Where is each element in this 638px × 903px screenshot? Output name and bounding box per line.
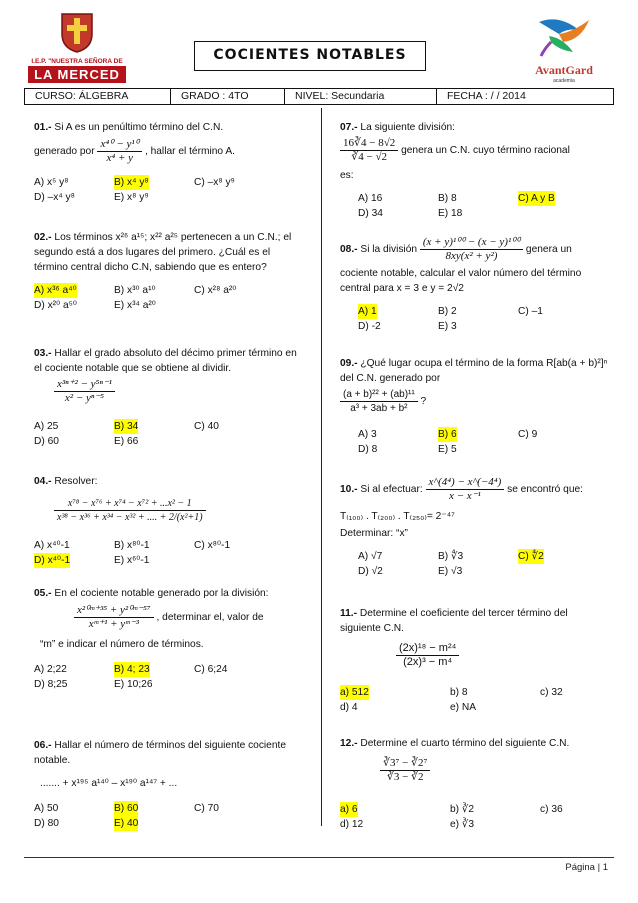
page-title: COCIENTES NOTABLES [194, 41, 426, 71]
date-cell: FECHA : / / 2014 [447, 90, 526, 102]
q7-opt-c[interactable]: C) A y B [518, 193, 555, 204]
q11-frac-den: (2x)³ − m⁴ [403, 656, 453, 668]
q6-opt-c[interactable]: C) 70 [194, 803, 219, 814]
q9-opt-d[interactable]: D) 8 [358, 444, 378, 455]
q9-opt-a[interactable]: A) 3 [358, 429, 377, 440]
q7-opt-b[interactable]: B) 8 [438, 193, 457, 204]
q8-number: 08.- [340, 244, 358, 256]
question-8 [340, 236, 608, 334]
q12-frac-den: ∛3 − ∛2 [386, 771, 424, 783]
q5-options [34, 662, 304, 692]
grade-cell: GRADO : 4TO [171, 89, 285, 104]
q6-opt-d[interactable]: D) 80 [34, 818, 59, 829]
q8-frac-den: 8xy(x² + y²) [445, 250, 498, 262]
q9-frac-num: (a + b)²² + (ab)¹¹ [340, 388, 418, 402]
q8-text-b: genera un [525, 244, 572, 256]
q4-number: 04.- [34, 476, 52, 487]
q3-opt-b[interactable]: B) 34 [114, 421, 139, 432]
q3-frac-den: x² − yⁿ⁻⁵ [64, 392, 105, 404]
q3-opt-a[interactable]: A) 25 [34, 421, 59, 432]
q4-text: Resolver: [54, 476, 98, 487]
q12-opt-a[interactable]: a) 6 [340, 804, 358, 815]
q7-options [340, 191, 608, 221]
question-6 [34, 738, 304, 831]
brand-name: AvantGard [535, 63, 593, 77]
question-2 [34, 230, 304, 313]
q2-opt-b[interactable]: B) x³⁰ a¹⁰ [114, 285, 156, 296]
q5-opt-e[interactable]: E) 10;26 [114, 679, 153, 690]
q9-opt-c[interactable]: C) 9 [518, 429, 538, 440]
q10-opt-e[interactable]: E) √3 [438, 566, 463, 577]
school-line: I.E.P. "NUESTRA SEÑORA DE [31, 58, 123, 65]
brand-logo [508, 12, 620, 88]
q4-opt-d[interactable]: D) x⁴⁰-1 [34, 555, 71, 566]
q12-opt-c[interactable]: c) 36 [540, 804, 563, 815]
question-7 [340, 120, 608, 221]
q8-opt-b[interactable]: B) 2 [438, 306, 457, 317]
q6-opt-e[interactable]: E) 40 [114, 818, 139, 829]
q7-frac-num: 16∛4 − 8√2 [340, 137, 398, 151]
q2-opt-d[interactable]: D) x²⁰ a⁵⁰ [34, 300, 77, 311]
question-9 [340, 356, 608, 457]
footer-divider [24, 857, 614, 858]
course-cell: CURSO: ÁLGEBRA [25, 89, 171, 104]
q1-text-b: generado por [34, 146, 95, 158]
q11-opt-d[interactable]: d) 4 [340, 702, 358, 713]
q3-opt-e[interactable]: E) 66 [114, 436, 139, 447]
q4-opt-e[interactable]: E) x⁶⁰-1 [114, 555, 150, 566]
q9-opt-b[interactable]: B) 6 [438, 429, 457, 440]
q10-number: 10.- [340, 484, 358, 496]
q8-opt-a[interactable]: A) 1 [358, 306, 377, 317]
q5-fraction [74, 604, 154, 631]
q1-fraction [97, 138, 142, 165]
brand-sub: academia [553, 78, 575, 84]
q8-opt-d[interactable]: D) -2 [358, 321, 381, 332]
q10-text-d: Determinar: “x” [340, 528, 408, 539]
q8-fraction [420, 236, 523, 263]
q10-text-b: se encontró que: [507, 484, 583, 496]
question-10 [340, 476, 608, 579]
q7-opt-e[interactable]: E) 18 [438, 208, 463, 219]
column-divider [321, 108, 322, 826]
q1-frac-num: x⁴⁰ − y¹⁰ [97, 138, 142, 152]
q10-opt-a[interactable]: A) √7 [358, 551, 383, 562]
q12-opt-e[interactable]: e) ∛3 [450, 819, 475, 830]
q7-number: 07.- [340, 122, 358, 133]
q8-frac-num: (x + y)¹⁰⁰ − (x − y)¹⁰⁰ [420, 236, 523, 250]
q7-fraction [340, 137, 398, 164]
q9-opt-e[interactable]: E) 5 [438, 444, 457, 455]
q11-frac-num: (2x)¹⁸ − m²⁴ [396, 642, 459, 656]
q9-fraction [340, 388, 418, 415]
q11-options [340, 685, 608, 715]
q5-opt-b[interactable]: B) 4; 23 [114, 664, 150, 675]
q1-number: 01.- [34, 122, 52, 133]
q10-text: Si al efectuar: [360, 484, 423, 496]
q2-number: 02.- [34, 232, 52, 243]
q5-opt-c[interactable]: C) 6;24 [194, 664, 228, 675]
q1-opt-e[interactable]: E) x⁸ y⁹ [114, 192, 149, 203]
q4-fraction [54, 497, 206, 524]
q1-options [34, 175, 304, 205]
q3-text: Hallar el grado absoluto del décimo primer término en el cociente notable que se obtiene al dividir. [34, 348, 297, 374]
page-number: Página | 1 [565, 862, 608, 873]
q8-options [340, 304, 608, 334]
q3-opt-d[interactable]: D) 60 [34, 436, 59, 447]
q5-number: 05.- [34, 588, 52, 599]
q9-options [340, 427, 608, 457]
q2-opt-a[interactable]: A) x³⁶ a⁴⁰ [34, 285, 77, 296]
q2-text: Los términos x²⁶ a¹⁵; x²² a²⁵ pertenecen a un C.N.; el segundo está a dos lugares del primero. ¿Cuál es el término central dicho C.N, sabiendo que es entero? [34, 232, 292, 273]
q3-options [34, 419, 304, 449]
question-3 [34, 346, 304, 449]
info-bar [24, 88, 614, 105]
q2-options [34, 283, 304, 313]
q5-text-b: , determinar el, valor de [156, 612, 264, 624]
q11-number: 11.- [340, 608, 357, 619]
q11-fraction [396, 642, 459, 669]
crest-icon [58, 10, 96, 54]
q1-opt-d[interactable]: D) –x⁴ y⁸ [34, 192, 75, 203]
q3-number: 03.- [34, 348, 52, 359]
q12-opt-d[interactable]: d) 12 [340, 819, 364, 830]
q8-text-c: cociente notable, calcular el valor número del término central para x = 3 e y = 2√2 [340, 268, 582, 294]
q1-opt-b[interactable]: B) x⁴ y⁸ [114, 177, 149, 188]
q10-frac-den: x − x⁻¹ [449, 490, 481, 502]
q10-frac-num: x^(4⁴) − x^(−4⁴) [426, 476, 505, 490]
q10-options [340, 549, 608, 579]
q6-opt-a[interactable]: A) 50 [34, 803, 59, 814]
q6-opt-b[interactable]: B) 60 [114, 803, 139, 814]
q9-number: 09.- [340, 358, 358, 369]
q12-opt-b[interactable]: b) ∛2 [450, 804, 475, 815]
q9-frac-den: a³ + 3ab + b² [350, 403, 408, 414]
q6-options [34, 801, 304, 831]
q7-text-c: es: [340, 170, 354, 181]
q7-text-b: genera un C.N. cuyo término racional [401, 145, 570, 157]
q5-frac-den: xᵐ⁺¹ + yᵐ⁻³ [88, 618, 139, 630]
q7-text: La siguiente división: [360, 122, 455, 133]
q7-opt-a[interactable]: A) 16 [358, 193, 383, 204]
q11-opt-a[interactable]: a) 512 [340, 687, 369, 698]
q10-opt-b[interactable]: B) ∜3 [438, 551, 464, 562]
q11-opt-b[interactable]: b) 8 [450, 687, 468, 698]
q8-opt-c[interactable]: C) –1 [518, 306, 543, 317]
q5-opt-a[interactable]: A) 2;22 [34, 664, 67, 675]
q4-opt-c[interactable]: C) x⁸⁰-1 [194, 540, 231, 551]
question-12 [340, 736, 608, 832]
q9-text-b: ? [420, 396, 427, 408]
q7-opt-d[interactable]: D) 34 [358, 208, 383, 219]
q4-opt-b[interactable]: B) x⁸⁰-1 [114, 540, 150, 551]
q12-frac-num: ∛3⁷ − ∛2⁷ [380, 757, 430, 771]
level-cell: NIVEL: Secundaria [285, 89, 437, 104]
q8-text: Si la división [360, 244, 418, 256]
q6-number: 06.- [34, 740, 52, 751]
question-4 [34, 474, 304, 568]
q1-opt-c[interactable]: C) –x⁸ y⁹ [194, 177, 235, 188]
q12-fraction [380, 757, 430, 784]
q1-opt-a[interactable]: A) x⁵ y⁸ [34, 177, 69, 188]
q1-text-c: , hallar el término A. [144, 146, 235, 158]
q12-options [340, 802, 608, 832]
q3-opt-c[interactable]: C) 40 [194, 421, 219, 432]
q4-options [34, 538, 304, 568]
q12-text: Determine el cuarto término del siguiente C.N. [360, 738, 570, 749]
bird-icon [529, 12, 599, 58]
q4-frac-den: x³⁸ − x³⁶ + x³⁴ − x³² + .... + 2/(x²+1) [57, 512, 203, 523]
q8-opt-e[interactable]: E) 3 [438, 321, 457, 332]
q4-opt-a[interactable]: A) x⁴⁰-1 [34, 540, 70, 551]
q6-text: Hallar el número de términos del siguiente cociente notable. [34, 740, 287, 766]
q2-opt-c[interactable]: C) x²⁸ a²⁰ [194, 285, 237, 296]
q4-frac-num: x⁷⁸ − x⁷⁶ + x⁷⁴ − x⁷² + ...x² − 1 [54, 497, 206, 511]
question-5 [34, 586, 304, 692]
question-1 [34, 120, 304, 205]
q5-text: En el cociente notable generado por la división: [54, 588, 269, 599]
q3-frac-num: x³ⁿ⁺² − y⁵ⁿ⁻¹ [54, 378, 115, 392]
q5-opt-d[interactable]: D) 8;25 [34, 679, 68, 690]
q7-frac-den: ∛4 − √2 [351, 151, 387, 163]
q12-number: 12.- [340, 738, 358, 749]
question-11 [340, 606, 608, 715]
q11-text: Determine el coeficiente del tercer término del siguiente C.N. [340, 608, 568, 634]
q2-opt-e[interactable]: E) x³⁴ a²⁰ [114, 300, 156, 311]
q3-fraction [54, 378, 115, 405]
school-logo [18, 10, 136, 90]
q10-opt-d[interactable]: D) √2 [358, 566, 383, 577]
q5-frac-num: x²⁰ᵐ⁺³⁵ + y²⁰ᵐ⁻⁵⁷ [74, 604, 154, 618]
q1-text: Si A es un penúltimo término del C.N. [54, 122, 224, 133]
q5-text-c: “m” e indicar el número de términos. [40, 639, 204, 650]
q10-text-c: T₍₁₀₀₎ . T₍₂₀₀₎ . T₍₂₅₀₎= 2⁻⁴⁷ [340, 511, 455, 522]
school-name: LA MERCED [28, 66, 126, 83]
q9-text: ¿Qué lugar ocupa el término de la forma R[ab(a + b)²]ⁿ del C.N. generado por [340, 358, 608, 384]
q10-fraction [426, 476, 505, 503]
q11-opt-c[interactable]: c) 32 [540, 687, 563, 698]
q1-frac-den: x⁴ + y [106, 152, 134, 164]
q6-series: ....... + x¹⁹⁵ a¹⁴⁰ – x¹⁹⁰ a¹⁴⁷ + ... [40, 778, 178, 789]
q11-opt-e[interactable]: e) NA [450, 702, 477, 713]
q10-opt-c[interactable]: C) ∜2 [518, 551, 544, 562]
